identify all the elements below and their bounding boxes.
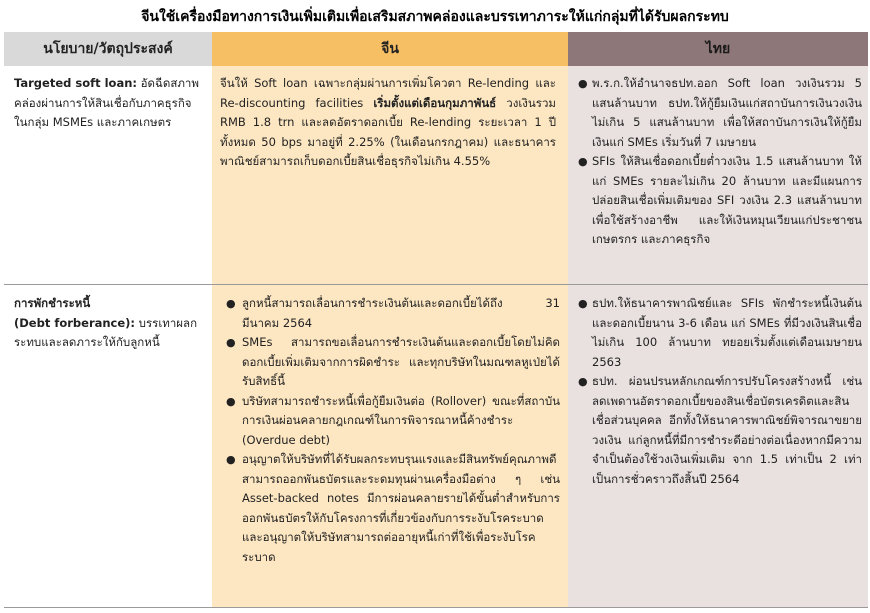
- bullet-icon: ●: [226, 394, 236, 408]
- bullet-icon: ●: [226, 453, 236, 466]
- list-item: [224, 450, 560, 567]
- header-thai: ไทย: [568, 32, 868, 66]
- row1-policy-title: Targeted soft loan:: [14, 76, 137, 90]
- row2-policy-desc: บรรเทาผลกระทบและลดภาระให้กับลูกหนี้: [14, 315, 198, 349]
- row2-thai-bullet-1: ธปท.ให้ธนาคารพาณิชย์และ SFIs พักชำระหนี้เงินต้นและดอกเบี้ยนาน 3-6 เดือน แก่ SMEs ที่มีวงเงินสินเชื่อไม่เกิน 100 ล้านบาท ทยอยเริ่มตั้งแต่เดือนเมษายน 2563: [592, 296, 862, 369]
- list-item: [224, 392, 560, 451]
- bullet-icon: ●: [226, 336, 236, 349]
- header-china: จีน: [212, 32, 568, 66]
- row2-china-cell: [224, 294, 560, 567]
- header-policy: นโยบาย/วัตถุประสงค์: [4, 32, 212, 66]
- row1-thai-cell: [576, 74, 862, 250]
- list-item: [576, 372, 862, 489]
- row2-china-bullet-3: บริษัทสามารถชำระหนี้เพื่อกู้ยืมเงินต่อ (Rollover) ขณะที่สถาบันการเงินผ่อนคลายกฎเกณฑ์ในการพิจารณาหนี้ค้างชำระ (Overdue debt): [242, 393, 560, 447]
- row1-china-text-1: จีนให้ Soft loan เฉพาะกลุ่มผ่านการเพิ่มโควตา Re-lending และ Re-discounting facilities: [220, 76, 556, 110]
- row2-china-bullet-2: SMEs สามารถขอเลื่อนการชำระเงินต้นและดอกเบี้ยโดยไม่คิดดอกเบี้ยเพิ่มเติมจากการผิดชำระ และทุกบริษัทในมณฑลหูเป่ยได้รับสิทธิ์นี้: [242, 335, 560, 388]
- row2-thai-cell: [576, 294, 862, 489]
- list-item: [576, 152, 862, 250]
- bullet-icon: ●: [578, 297, 588, 310]
- row1-policy-desc: อัดฉีดสภาพคล่องผ่านการให้สินเชื่อกับภาคธุรกิจ ในกลุ่ม MSMEs และภาคเกษตร: [14, 76, 199, 129]
- row2-policy-cell: [14, 294, 204, 353]
- row1-china-text-2: วงเงินรวม RMB 1.8 trn และลดอัตราดอกเบี้ย Re-lending ระยะเวลา 1 ปี ทั้งหมด 50 bps มาอยู่ที่ 2.25% (ในเดือนกรกฎาคม) และธนาคารพาณิชย์สามารถเก็บดอกเบี้ยสินเชื่อธุรกิจไม่เกิน 4.55%: [220, 95, 556, 168]
- row1-policy-cell: [14, 74, 204, 133]
- list-item: [224, 294, 560, 333]
- list-item: [224, 333, 560, 392]
- row2-china-bullet-4: อนุญาตให้บริษัทที่ได้รับผลกระทบรุนแรงและมีสินทรัพย์คุณภาพดีสามารถออกพันธบัตรและระดมทุนผ่านเครื่องมือต่าง ๆ เช่น Asset-backed notes มีการผ่อนคลายรายได้ขั้นต่ำสำหรับการออกพันธบัตรให้กับโครงการที่เกี่ยวข้องกับการระงับโรคระบาด และอนุญาตให้บริษัทสามารถต่ออายุหนี้เก่าที่ใช้เพื่อระงับโรคระบาด: [242, 452, 560, 564]
- bullet-icon: ●: [226, 297, 236, 310]
- bullet-icon: ●: [578, 155, 588, 168]
- table-bottom-rule: [4, 607, 868, 608]
- bullet-icon: ●: [578, 375, 588, 388]
- row2-thai-bullet-2: ธปท. ผ่อนปรนหลักเกณฑ์การปรับโครงสร้างหนี้ เช่น ลดเพดานอัตราดอกเบี้ยของสินเชื่อบัตรเครดิตและสินเชื่อส่วนบุคคล อีกทั้งให้ธนาคารพาณิชย์พิจารณาขยายวงเงิน แก่ลูกหนี้ที่มีการชำระดีอย่างต่อเนื่องหากมีความจำเป็นต้องใช้วงเงินเพิ่มเติม จาก 1.5 เท่าเป็น 2 เท่าเป็นการชั่วคราวถึงสิ้นปี 2564: [592, 374, 862, 486]
- bullet-icon: ●: [578, 77, 588, 90]
- list-item: [576, 74, 862, 152]
- list-item: [576, 294, 862, 372]
- row1-thai-bullet-1: พ.ร.ก.ให้อำนาจธปท.ออก Soft loan วงเงินรวม 5 แสนล้านบาท ธปท.ให้กู้ยืมเงินแก่สถาบันการเงินวงเงินไม่เกิน 5 แสนล้านบาท เพื่อให้สถาบันการเงินให้กู้ยืมเงินแก่ SMEs เริ่มวันที่ 7 เมษายน: [592, 76, 862, 149]
- comparison-table: [4, 32, 868, 608]
- row2-policy-title: การพักชำระหนี้: [14, 296, 91, 310]
- row2-china-bullet-1: ลูกหนี้สามารถเลื่อนการชำระเงินต้นและดอกเบี้ยได้ถึง 31 มีนาคม 2564: [242, 296, 560, 330]
- row1-thai-bullet-2: SFIs ให้สินเชื่อดอกเบี้ยต่ำวงเงิน 1.5 แสนล้านบาท ให้แก่ SMEs รายละไม่เกิน 20 ล้านบาท และมีแผนการปล่อยสินเชื่อเพิ่มเติมของ SFI วงเงิน 2.3 แสนล้านบาท เพื่อใช้สร้างอาชีพ และให้เงินหมุนเวียนแก่ประชาชน เกษตรกร และภาคธุรกิจ: [592, 154, 862, 246]
- row2-policy-sub: (Debt forberance):: [14, 315, 136, 330]
- row1-china-cell: [220, 74, 556, 172]
- row-divider: [4, 284, 868, 285]
- row1-china-bold: เริ่มตั้งแต่เดือนกุมภาพันธ์: [373, 95, 497, 110]
- page-title: จีนใช้เครื่องมือทางการเงินเพิ่มเติมเพื่อเสริมสภาพคล่องและบรรเทาภาระให้แก่กลุ่มที่ได้รับผลกระทบ: [141, 9, 729, 25]
